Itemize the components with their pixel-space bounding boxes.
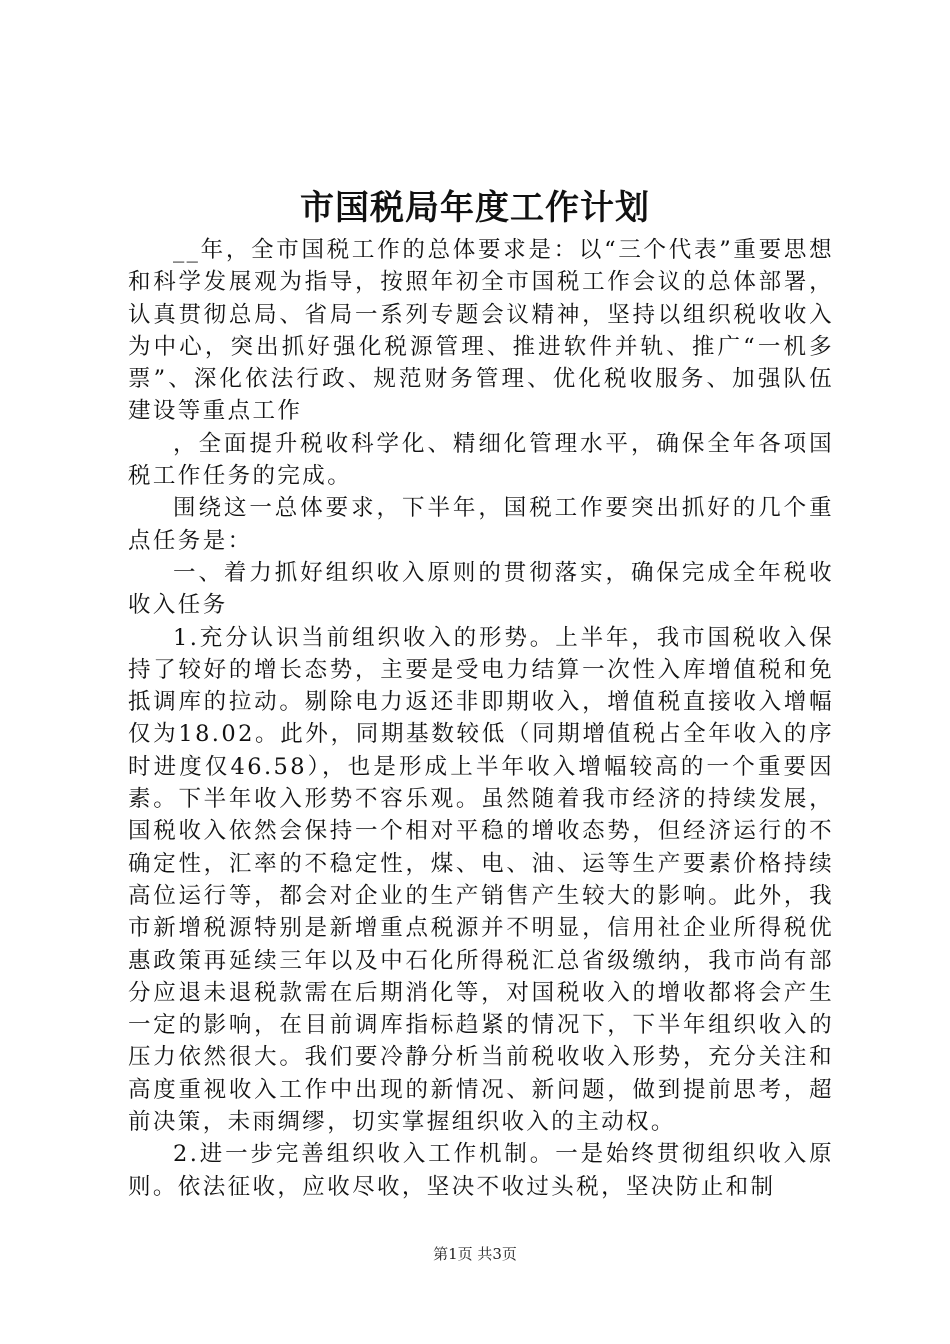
page-number-footer: 第1页 共3页 [433, 1245, 517, 1263]
paragraph-item-2: 2.进一步完善组织收入工作机制。一是始终贯彻组织收入原则。依法征收，应收尽收，坚决不收过头税，坚决防止和制 [128, 1141, 834, 1200]
document-body [128, 234, 834, 1203]
paragraph-key-tasks-intro: 围绕这一总体要求，下半年，国税工作要突出抓好的几个重点任务是： [128, 495, 834, 554]
paragraph-item-1: 1.充分认识当前组织收入的形势。上半年，我市国税收入保持了较好的增长态势，主要是受电力结算一次性入库增值税和免抵调库的拉动。剔除电力返还非即期收入，增值税直接收入增幅仅为18.02。此外，同期基数较低（同期增值税占全年收入的序时进度仅46.58），也是形成上半年收入增幅较高的一个重要因素。下半年收入形势不容乐观。虽然随着我市经济的持续发展，国税收入依然会保持一个相对平稳的增收态势，但经济运行的不确定性，汇率的不稳定性，煤、电、油、运等生产要素价格持续高位运行等，都会对企业的生产销售产生较大的影响。此外，我市新增税源特别是新增重点税源并不明显，信用社企业所得税优惠政策再延续三年以及中石化所得税汇总省级缴纳，我市尚有部分应退未退税款需在后期消化等，对国税收入的增收都将会产生一定的影响，在目前调库指标趋紧的情况下，下半年组织收入的压力依然很大。我们要冷静分析当前税收收入形势，充分关注和高度重视收入工作中出现的新情况、新问题，做到提前思考，超前决策，未雨绸缪，切实掌握组织收入的主动权。 [128, 624, 834, 1136]
paragraph-general-requirements: __年，全市国税工作的总体要求是：以“三个代表”重要思想和科学发展观为指导，按照年初全市国税工作会议的总体部署，认真贯彻总局、省局一系列专题会议精神，坚持以组织税收收入为中心，突出抓好强化税源管理、推进软件并轨、推广“一机多票”、深化依法行政、规范财务管理、优化税收服务、加强队伍建设等重点工作 [128, 237, 834, 425]
section-heading-one: 一、着力抓好组织收入原则的贯彻落实，确保完成全年税收收入任务 [128, 559, 834, 619]
document-title: 市国税局年度工作计划 [300, 188, 650, 228]
paragraph-general-requirements-continued: ，全面提升税收科学化、精细化管理水平，确保全年各项国税工作任务的完成。 [128, 430, 834, 490]
